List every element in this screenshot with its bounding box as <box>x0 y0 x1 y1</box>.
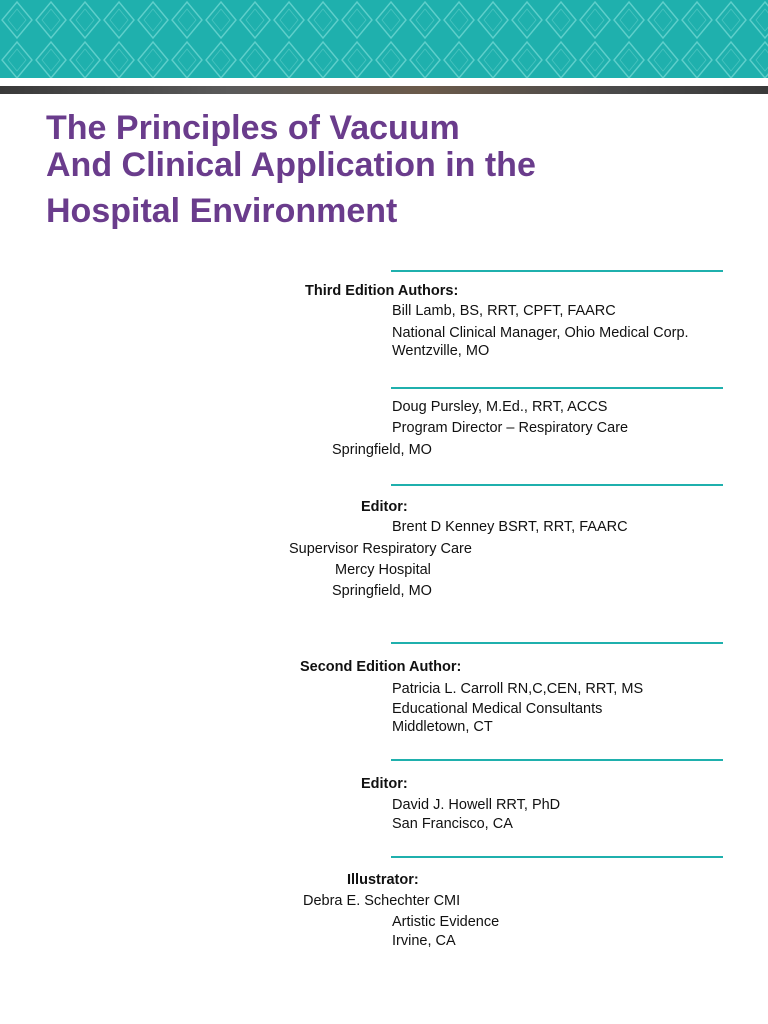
editor-location: San Francisco, CA <box>392 816 513 832</box>
author-title: Program Director – Respiratory Care <box>392 420 629 436</box>
author-location: Wentzville, MO <box>392 343 490 359</box>
header-banner <box>0 0 768 78</box>
title-line-3: Hospital Environment <box>46 192 398 230</box>
banner-divider <box>0 78 768 86</box>
document-title <box>46 110 726 230</box>
section-rule <box>391 642 723 644</box>
author-name: Bill Lamb, BS, RRT, CPFT, FAARC <box>392 303 616 319</box>
diamond-pattern <box>0 0 768 78</box>
banner-dark-strip <box>0 86 768 94</box>
section-rule <box>391 387 723 389</box>
editor-heading: Editor: <box>361 776 408 792</box>
editor-title: Supervisor Respiratory Care <box>289 541 472 557</box>
section-rule <box>391 759 723 761</box>
editor-heading: Editor: <box>361 499 408 515</box>
title-line-1: The Principles of Vacuum <box>46 109 460 147</box>
section-rule <box>391 270 723 272</box>
editor-name: David J. Howell RRT, PhD <box>392 797 561 813</box>
illustrator-location: Irvine, CA <box>392 933 456 949</box>
author-name: Patricia L. Carroll RN,C,CEN, RRT, MS <box>392 681 644 697</box>
author-location: Middletown, CT <box>392 719 493 735</box>
section-rule <box>391 484 723 486</box>
illustrator-heading: Illustrator: <box>347 872 419 888</box>
second-edition-heading: Second Edition Author: <box>300 659 462 675</box>
illustrator-organization: Artistic Evidence <box>392 914 500 930</box>
author-title: National Clinical Manager, Ohio Medical Corp. <box>392 325 689 341</box>
author-organization: Educational Medical Consultants <box>392 701 603 717</box>
editor-location: Springfield, MO <box>332 583 432 599</box>
illustrator-name: Debra E. Schechter CMI <box>303 893 461 909</box>
author-name: Doug Pursley, M.Ed., RRT, ACCS <box>392 399 608 415</box>
author-location: Springfield, MO <box>332 442 432 458</box>
editor-organization: Mercy Hospital <box>335 562 431 578</box>
third-edition-heading: Third Edition Authors: <box>305 283 459 299</box>
editor-name: Brent D Kenney BSRT, RRT, FAARC <box>392 519 628 535</box>
title-line-2: And Clinical Application in the <box>46 146 536 184</box>
section-rule <box>391 856 723 858</box>
